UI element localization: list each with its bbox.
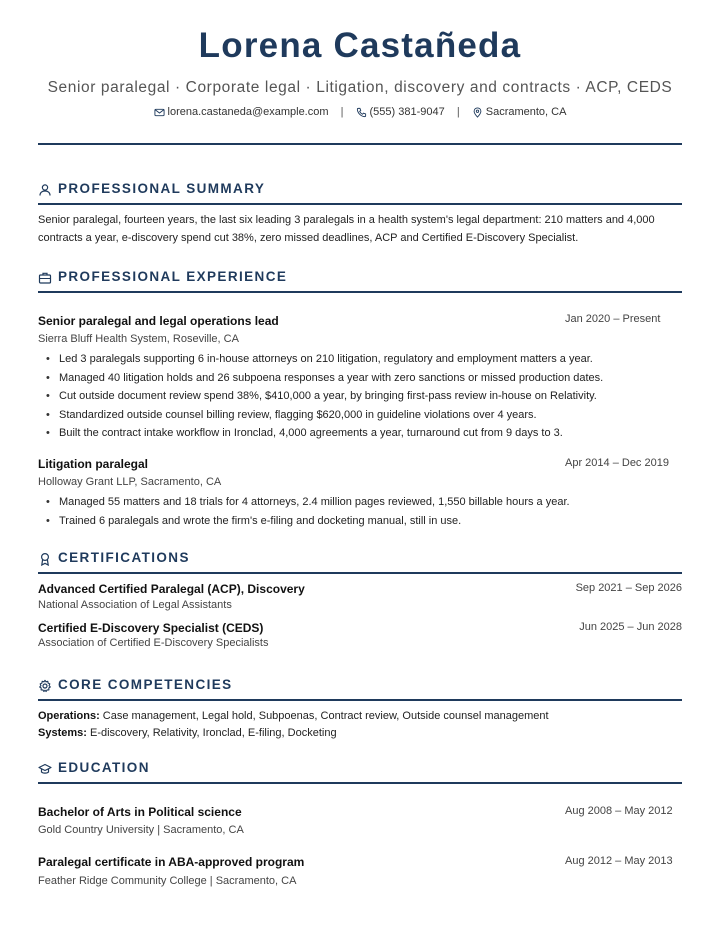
section-divider <box>38 699 682 701</box>
email-text: lorena.castaneda@example.com <box>167 106 329 119</box>
list-item: • Standardized outside counsel billing review, flagging $620,000 in guideline violations over 4 years. <box>38 406 678 425</box>
contact-separator: | <box>340 106 344 118</box>
competency-row <box>38 710 549 722</box>
education-dates: Aug 2008 – May 2012 <box>565 805 673 817</box>
briefcase-icon <box>38 271 52 285</box>
map-pin-icon <box>472 107 483 118</box>
graduation-cap-icon <box>38 762 52 776</box>
section-divider <box>38 572 682 574</box>
list-item: • Trained 6 paralegals and wrote the firm's e-filing and docketing manual, still in use. <box>38 512 678 531</box>
header-divider <box>38 143 682 145</box>
section-title: CORE COMPETENCIES <box>58 677 233 692</box>
phone-icon <box>356 107 367 118</box>
competency-value: E-discovery, Relativity, Ironclad, E-filing, Docketing <box>89 727 337 739</box>
section-certifications <box>38 550 682 574</box>
section-divider <box>38 203 682 205</box>
section-title: PROFESSIONAL EXPERIENCE <box>58 269 288 284</box>
list-item: • Managed 40 litigation holds and 26 subpoena responses a year with zero sanctions or missed production dates. <box>38 369 678 388</box>
phone-text: (555) 381-9047 <box>369 106 445 119</box>
section-summary <box>38 181 682 205</box>
contact-line <box>38 106 682 118</box>
job-dates: Jan 2020 – Present <box>565 313 661 325</box>
section-competencies <box>38 677 682 701</box>
cert-name: Advanced Certified Paralegal (ACP), Discovery <box>38 582 305 596</box>
job-title: Senior paralegal and legal operations lead <box>38 314 279 328</box>
list-item: • Built the contract intake workflow in Ironclad, 4,000 agreements a year, turnaround cut from 9 days to 3. <box>38 424 678 443</box>
section-title: PROFESSIONAL SUMMARY <box>58 181 266 196</box>
summary-text: Senior paralegal, fourteen years, the last six leading 3 paralegals in a health system's legal department: 210 matters and 4,000 contracts a year, e-discovery spend cut 38%, zero missed deadlines, ACP and Certified E-Discovery Specialist. <box>38 214 655 244</box>
competency-label: Operations: <box>38 710 100 722</box>
cert-issuer: National Association of Legal Assistants <box>38 599 232 611</box>
location-text: Sacramento, CA <box>485 106 567 119</box>
section-divider <box>38 782 682 784</box>
cert-name: Certified E-Discovery Specialist (CEDS) <box>38 621 264 635</box>
education-school: Feather Ridge Community College | Sacramento, CA <box>38 875 297 887</box>
cert-dates: Sep 2021 – Sep 2026 <box>575 582 682 594</box>
list-item: • Managed 55 matters and 18 trials for 4 attorneys, 2.4 million pages reviewed, 1,550 billable hours a year. <box>38 493 678 512</box>
job-bullets <box>38 493 678 530</box>
gear-icon <box>38 679 52 693</box>
competency-row <box>38 727 337 739</box>
contact-separator: | <box>456 106 460 118</box>
list-item: • Led 3 paralegals supporting 6 in-house attorneys on 210 litigation, regulatory and employment matters a year. <box>38 350 678 369</box>
job-employer: Holloway Grant LLP, Sacramento, CA <box>38 476 222 488</box>
job-bullets <box>38 350 678 443</box>
education-school: Gold Country University | Sacramento, CA <box>38 824 244 836</box>
job-title: Litigation paralegal <box>38 457 149 471</box>
education-dates: Aug 2012 – May 2013 <box>565 855 673 867</box>
job-dates: Apr 2014 – Dec 2019 <box>565 457 669 469</box>
contact-location <box>472 106 567 118</box>
competency-value: Case management, Legal hold, Subpoenas, Contract review, Outside counsel management <box>102 710 549 722</box>
section-title: CERTIFICATIONS <box>58 550 190 565</box>
list-item: • Cut outside document review spend 38%, $410,000 a year, by bringing first-pass review in-house on Relativity. <box>38 387 678 406</box>
candidate-name: Lorena Castañeda <box>198 26 522 65</box>
envelope-icon <box>154 107 165 118</box>
section-education <box>38 760 682 784</box>
section-divider <box>38 291 682 293</box>
person-icon <box>38 183 52 197</box>
competency-label: Systems: <box>38 727 87 739</box>
education-degree: Bachelor of Arts in Political science <box>38 805 242 819</box>
section-title: EDUCATION <box>58 760 150 775</box>
job-employer: Sierra Bluff Health System, Roseville, CA <box>38 333 239 345</box>
contact-phone[interactable] <box>356 106 445 118</box>
contact-email[interactable] <box>154 106 329 118</box>
section-experience <box>38 269 682 293</box>
ribbon-icon <box>38 552 52 566</box>
tagline: Senior paralegal · Corporate legal · Litigation, discovery and contracts · ACP, CEDS <box>47 79 673 96</box>
cert-dates: Jun 2025 – Jun 2028 <box>579 621 682 633</box>
education-degree: Paralegal certificate in ABA-approved program <box>38 855 305 869</box>
cert-issuer: Association of Certified E-Discovery Specialists <box>38 637 269 649</box>
